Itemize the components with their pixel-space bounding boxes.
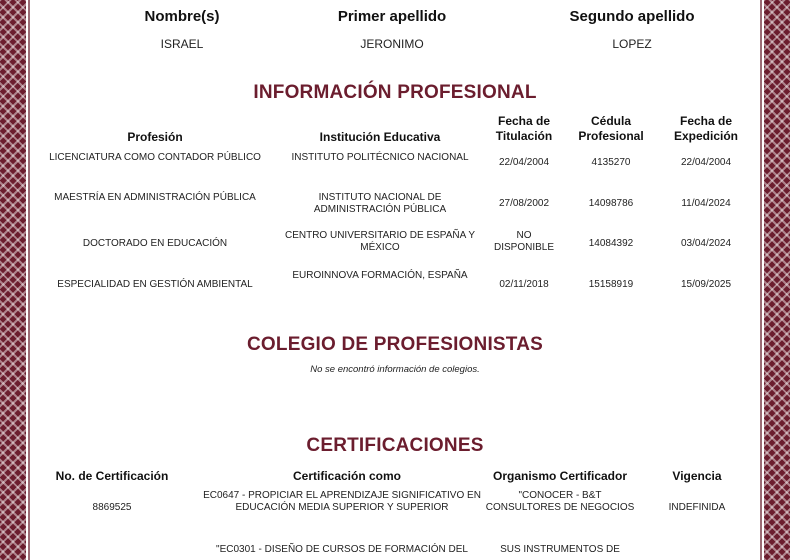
cell-profesion: LICENCIATURA COMO CONTADOR PÚBLICO [49,152,261,163]
cell-institucion: EUROINNOVA FORMACIÓN, ESPAÑA [292,270,468,281]
header-fecha-titulacion: Fecha de Titulación [495,114,553,143]
cell-certificacion: EC0647 - PROPICIAR EL APRENDIZAJE SIGNIFICATIVO EN EDUCACIÓN MEDIA SUPERIOR Y SUPERIOR [203,490,481,513]
cell-institucion: INSTITUTO POLITÉCNICO NACIONAL [291,152,469,163]
nombre-column [107,8,257,51]
header-fecha-expedicion: Fecha de Expedición [673,114,738,143]
cell-profesion: ESPECIALIDAD EN GESTIÓN AMBIENTAL [57,279,253,290]
header-vigencia: Vigencia [672,469,722,483]
profesional-title: INFORMACIÓN PROFESIONAL [253,82,537,103]
cell-fecha-expedicion: 03/04/2024 [680,238,732,249]
header-profesion: Profesión [127,130,183,144]
cell-fecha-expedicion: 15/09/2025 [680,279,732,290]
header-organismo: Organismo Certificador [492,469,628,483]
header-institucion: Institución Educativa [319,130,441,144]
nombre-value: ISRAEL [160,37,204,51]
cell-institucion: INSTITUTO NACIONAL DE ADMINISTRACIÓN PÚBLICA [313,192,447,215]
header-certificacion: Certificación como [292,469,402,483]
cell-fecha-titulacion: 22/04/2004 [498,157,550,168]
decorative-border-right [764,0,790,560]
certificaciones-title: CERTIFICACIONES [306,435,484,456]
primer-apellido-label: Primer apellido [337,8,447,25]
nombre-label: Nombre(s) [144,8,220,25]
cell-certificacion: "EC0301 - DISEÑO DE CURSOS DE FORMACIÓN DEL [216,544,468,555]
cell-institucion: CENTRO UNIVERSITARIO DE ESPAÑA Y MÉXICO [284,230,476,253]
cell-organismo: "CONOCER - B&T CONSULTORES DE NEGOCIOS [485,490,635,513]
cell-cedula: 15158919 [588,279,634,290]
colegio-title: COLEGIO DE PROFESIONISTAS [246,334,543,355]
cell-cedula: 14084392 [588,238,634,249]
cell-vigencia: INDEFINIDA [668,502,726,513]
primer-apellido-column [317,8,467,51]
cell-numero: 8869525 [92,502,132,513]
segundo-apellido-label: Segundo apellido [569,8,695,25]
cell-profesion: MAESTRÍA EN ADMINISTRACIÓN PÚBLICA [54,192,256,203]
cell-fecha-titulacion: 02/11/2018 [499,279,549,290]
header-numero: No. de Certificación [55,469,169,483]
segundo-apellido-column [542,8,722,51]
profesional-table-header [32,114,758,150]
cell-organismo: SUS INSTRUMENTOS DE [500,544,620,555]
primer-apellido-value: JERONIMO [360,37,424,51]
cell-fecha-titulacion: NO DISPONIBLE [494,230,555,253]
cell-fecha-expedicion: 22/04/2004 [680,157,732,168]
segundo-apellido-value: LOPEZ [612,37,652,51]
cell-cedula: 14098786 [588,198,634,209]
header-cedula: Cédula Profesional [578,114,644,143]
decorative-border-left [0,0,26,560]
cell-profesion: DOCTORADO EN EDUCACIÓN [82,238,228,249]
colegio-note: No se encontró información de colegios. [310,364,480,375]
cell-fecha-expedicion: 11/04/2024 [681,198,731,209]
cell-cedula: 4135270 [591,157,631,168]
cell-fecha-titulacion: 27/08/2002 [498,198,550,209]
document-content [32,0,758,560]
